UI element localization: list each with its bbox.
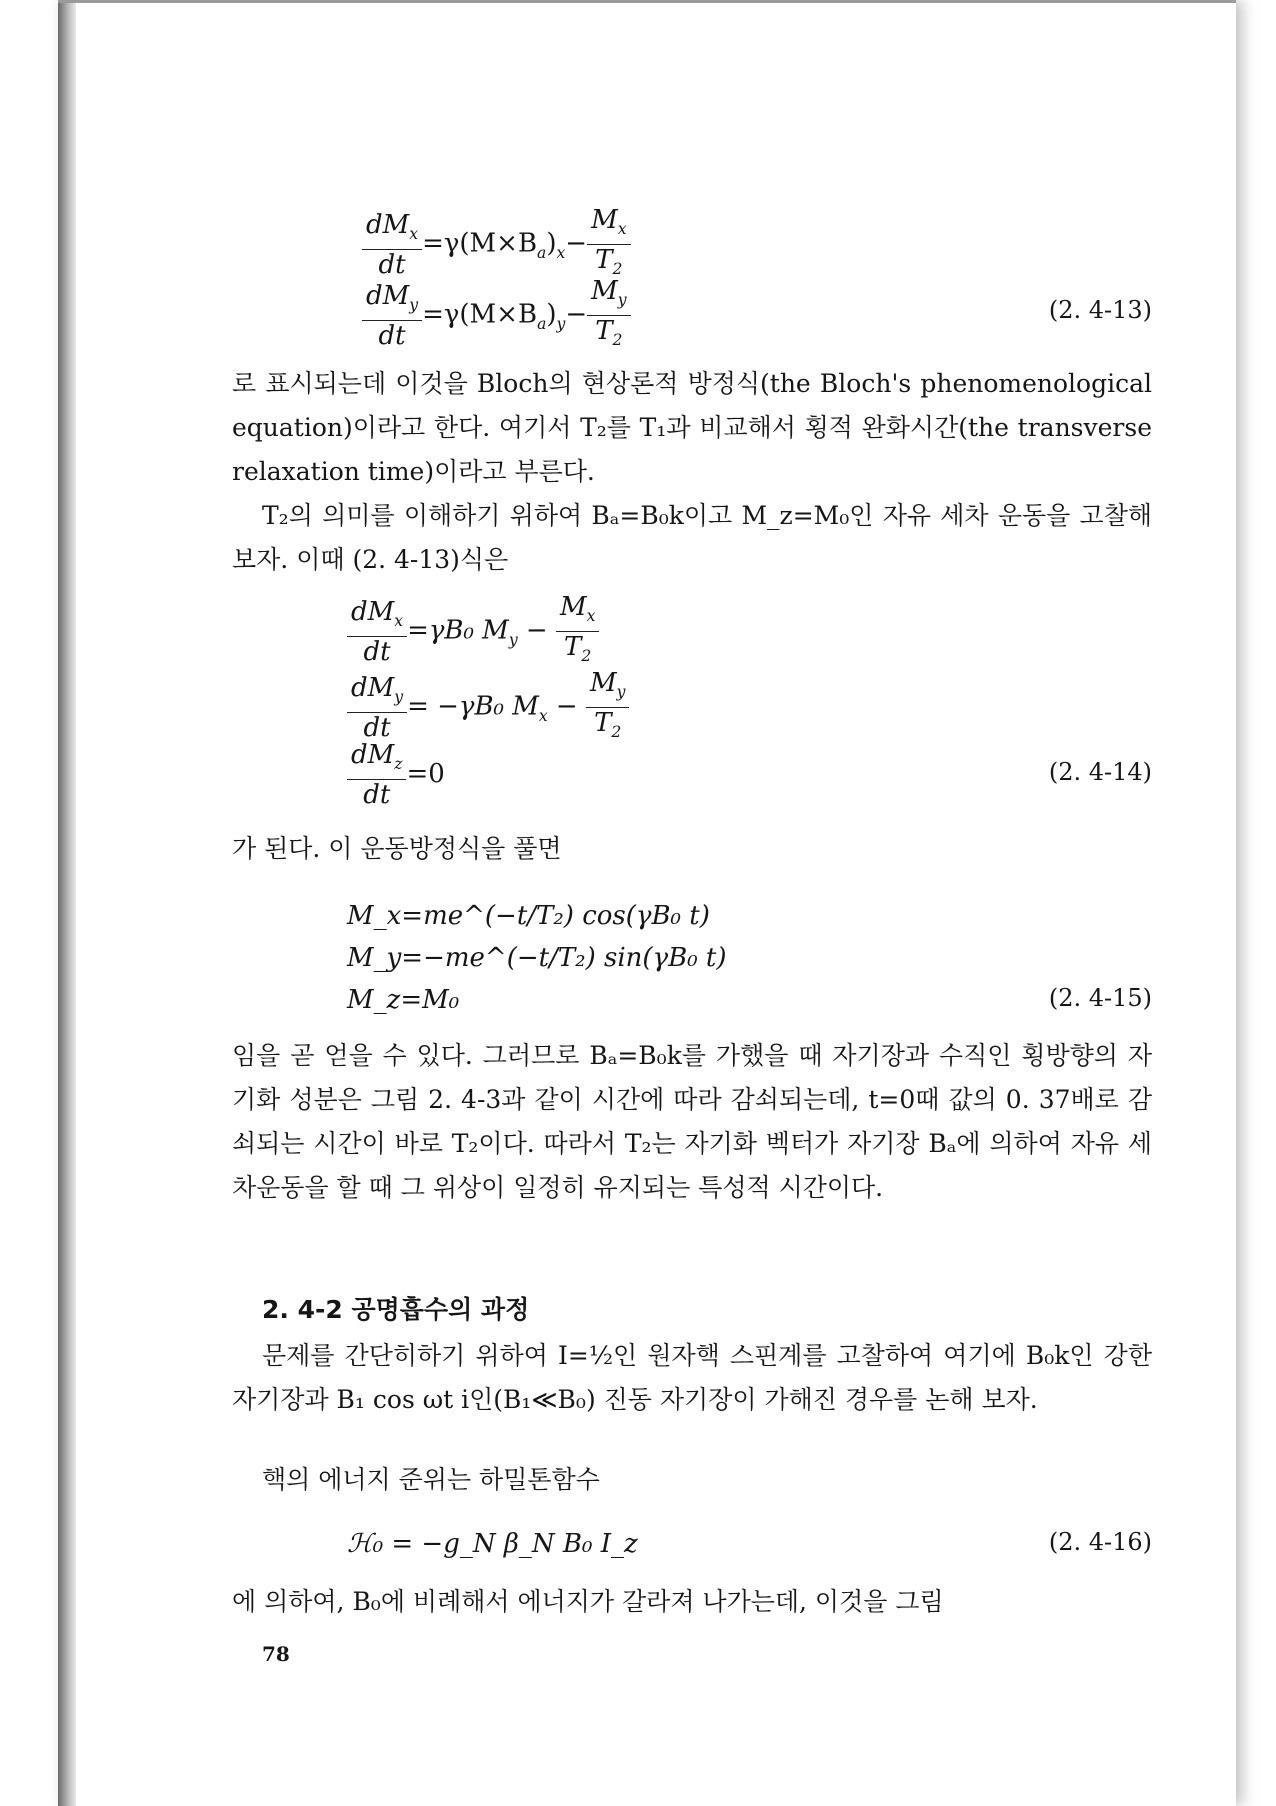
equation-number: (2. 4-15) — [1048, 984, 1152, 1012]
fraction: $\frac{M_y}{T_2}$ — [587, 276, 630, 355]
equation-2-4-14-line1: $\frac{dM_x}{dt}$ =γB₀ $M_y$ − $\frac{M_x}{T_2}$ — [347, 592, 599, 671]
fraction: $\frac{dM_y}{dt}$ — [347, 673, 407, 743]
paragraph-solve-equation: 가 된다. 이 운동방정식을 풀면 — [232, 834, 562, 863]
equation-number: (2. 4-16) — [1048, 1528, 1152, 1556]
equation-2-4-15-line3: M_z=M₀ — [347, 985, 460, 1015]
fraction: $\frac{M_x}{T_2}$ — [556, 592, 599, 671]
book-spine — [58, 0, 76, 1806]
fraction: $\frac{M_x}{T_2}$ — [587, 205, 630, 284]
paragraph-bloch-equation: 로 표시되는데 이것을 Bloch의 현상론적 방정식(the Bloch's phenomenological equation)이라고 한다. 여기서 T₂를 T₁과 비교해서 횡적 완화시간(the transverse relaxation time)이라고 부른다. — [232, 369, 1152, 486]
paragraph-spin-system: 문제를 간단히하기 위하여 I=½인 원자핵 스핀계를 고찰하여 여기에 B₀k인 강한 자기장과 B₁ cos ωt i인(B₁≪B₀) 진동 자기장이 가해진 경우를 논해 보자. — [232, 1341, 1152, 1414]
equation-2-4-15-line2: M_y=−me^(−t/T₂) sin(γB₀ t) — [347, 943, 727, 973]
fraction: $\frac{dM_y}{dt}$ — [362, 281, 422, 351]
section-heading: 2. 4-2 공명흡수의 과정 — [262, 1295, 530, 1324]
paragraph-energy-splitting: 에 의하여, B₀에 비례해서 에너지가 갈라져 나가는데, 이것을 그림 — [232, 1587, 944, 1616]
fraction: $\frac{M_y}{T_2}$ — [586, 668, 629, 747]
paragraph-energy-levels: 핵의 에너지 준위는 하밀톤함수 — [262, 1465, 600, 1494]
fraction: $\frac{dM_x}{dt}$ — [362, 210, 422, 280]
equation-2-4-13-line2: $\frac{dM_y}{dt}$ $=\gamma(M\times B_a)_y-$ $\frac{M_y}{T_2}$ — [362, 276, 631, 355]
paragraph-decay-description: 임을 곧 얻을 수 있다. 그러므로 Bₐ=B₀k를 가했을 때 자기장과 수직인 횡방향의 자기화 성분은 그림 2. 4-3과 같이 시간에 따라 감쇠되는데, t=0때 값의 0. 37배로 감쇠되는 시간이 바로 T₂이다. 따라서 T₂는 자기화 벡터가 자기장 Bₐ에 의하여 자유 세차운동을 할 때 그 위상이 일정히 유지되는 특성적 시간이다. — [232, 1041, 1152, 1202]
equation-2-4-13-line1: $\frac{dM_x}{dt}$ $=\gamma(M\times B_a)_x-$ $\frac{M_x}{T_2}$ — [362, 205, 631, 284]
equation-2-4-14-line3: $\frac{dM_z}{dt}$ =0 — [347, 740, 445, 810]
equation-number: (2. 4-14) — [1048, 758, 1152, 786]
page-edge — [58, 0, 1236, 3]
fraction: $\frac{dM_x}{dt}$ — [347, 597, 407, 667]
equation-2-4-15-line1: M_x=me^(−t/T₂) cos(γB₀ t) — [347, 901, 710, 931]
paragraph-free-precession: T₂의 의미를 이해하기 위하여 Bₐ=B₀k이고 M_z=M₀인 자유 세차 운동을 고찰해 보자. 이때 (2. 4-13)식은 — [232, 501, 1152, 574]
page-number: 78 — [262, 1642, 290, 1666]
equation-number: (2. 4-13) — [1048, 296, 1152, 324]
equation-2-4-14-line2: $\frac{dM_y}{dt}$ = −γB₀ $M_x$ − $\frac{M_y}{T_2}$ — [347, 668, 629, 747]
equation-2-4-16: ℋ₀ = −g_N β_N B₀ I_z — [347, 1529, 638, 1559]
fraction: $\frac{dM_z}{dt}$ — [347, 740, 406, 810]
